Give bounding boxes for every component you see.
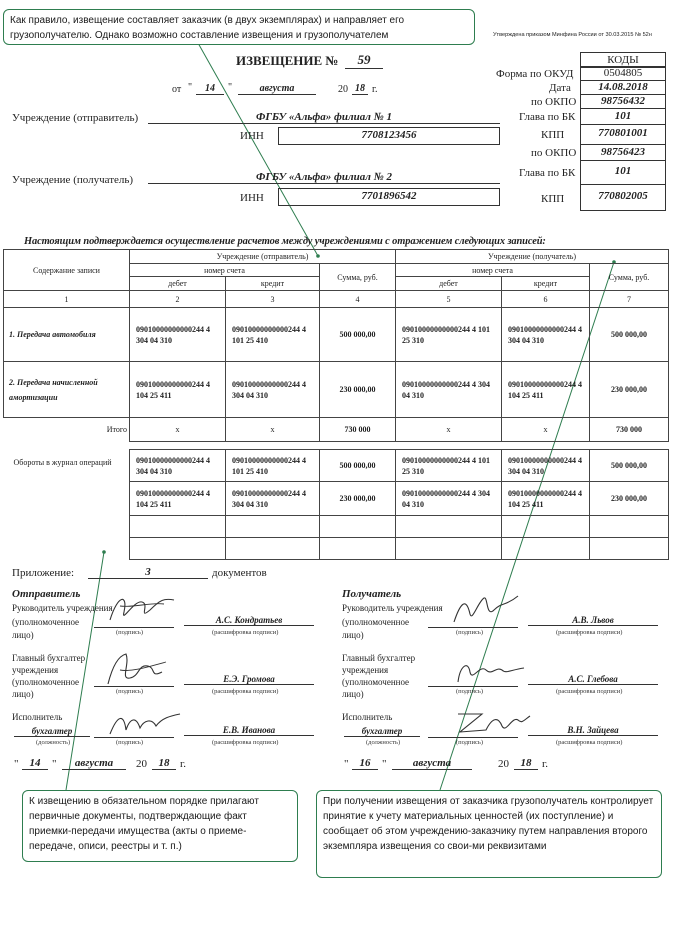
- table-caption: Настоящим подтверждается осуществление расчетов между учреждениями с отражением следующих записей:: [24, 236, 546, 247]
- table-row: [4, 362, 669, 418]
- okud-value: 0504805: [603, 67, 643, 79]
- form-year-unit: г.: [372, 84, 378, 95]
- codes-sep-7: [580, 184, 666, 185]
- sum-cell: 500 000,00: [590, 450, 669, 482]
- h-receiver: Учреждение (получатель): [396, 250, 669, 264]
- r-chief-label-1: Главный бухгалтер: [342, 653, 416, 663]
- r-chief-name: А.С. Глебова: [528, 674, 658, 685]
- position-caption: (должность): [36, 739, 71, 746]
- s-exec-label: Исполнитель: [12, 712, 63, 722]
- decode-caption: (расшифровка подписи): [556, 629, 623, 636]
- form-month: августа: [238, 83, 316, 95]
- col-num: 7: [590, 291, 669, 308]
- sign-caption: (подпись): [456, 688, 483, 695]
- r-head-name: А.В. Львов: [528, 615, 658, 626]
- decode-caption: (расшифровка подписи): [212, 739, 279, 746]
- okpo-label-1: по ОКПО: [531, 96, 577, 108]
- total-label: Итого: [106, 425, 127, 435]
- okud-label: Форма по ОКУД: [496, 68, 574, 80]
- x-cell: x: [226, 418, 320, 442]
- position-caption: (должность): [366, 739, 401, 746]
- sum-cell: 500 000,00: [320, 308, 396, 362]
- journal-row: [4, 450, 669, 482]
- total-receiver: 730 000: [590, 418, 669, 442]
- s-day: 14: [22, 757, 48, 770]
- attachment-unit: документов: [212, 567, 267, 579]
- acct-cell: 09010000000000244 4 304 04 310: [396, 362, 502, 418]
- h-debit-s: дебет: [130, 277, 226, 291]
- col-num: 1: [4, 291, 130, 308]
- total-sender: 730 000: [320, 418, 396, 442]
- s-chief-label-1: Главный бухгалтер: [12, 653, 86, 663]
- s-chief-auth: (уполномоченное: [12, 677, 80, 687]
- acct-cell: 09010000000000244 4 304 04 310: [396, 482, 502, 516]
- s-chief-person: лицо): [12, 689, 34, 699]
- acct-cell: 09010000000000244 4 304 04 310: [502, 308, 590, 362]
- s-head-auth: (уполномоченное: [12, 617, 80, 627]
- s-year-suffix: 18: [152, 757, 176, 770]
- date-from: от: [172, 84, 182, 95]
- codes-sep-4: [580, 124, 666, 125]
- receiver-title: Получатель: [342, 588, 402, 600]
- top-callout: [3, 9, 475, 45]
- sum-cell: 230 000,00: [590, 362, 669, 418]
- total-row: [4, 418, 669, 442]
- h-sender: Учреждение (отправитель): [130, 250, 396, 264]
- sender-label: Учреждение (отправитель): [12, 112, 139, 124]
- r-day: 16: [352, 757, 378, 770]
- journal-empty-row: [4, 516, 669, 538]
- s-chief-label-2: учреждения: [12, 665, 59, 675]
- col-num: 6: [502, 291, 590, 308]
- r-chief-person: лицо): [342, 689, 364, 699]
- attachment-label: Приложение:: [12, 567, 75, 579]
- kpp-value-1: 770801001: [598, 127, 648, 139]
- sender-title: Отправитель: [12, 588, 81, 600]
- r-year-suffix: 18: [514, 757, 538, 770]
- codes-sep-5: [580, 144, 666, 145]
- r-date-quote-1: ": [344, 758, 349, 770]
- h-sum-r: Сумма, руб.: [590, 264, 669, 291]
- col-num: 4: [320, 291, 396, 308]
- bk-label-2: Глава по БК: [519, 167, 576, 179]
- col-num: 2: [130, 291, 226, 308]
- r-chief-label-2: учреждения: [342, 665, 389, 675]
- s-exec-position: бухгалтер: [14, 726, 90, 737]
- sum-cell: 500 000,00: [590, 308, 669, 362]
- bottom-left-callout-text: К извещению в обязательном порядке прилагают первичные документы, подтверждающие факт приемки-передачи имущества (акты о приеме-передаче, описи, реестры и т. п.): [29, 796, 259, 852]
- h-sum-s: Сумма, руб.: [320, 264, 396, 291]
- row-label: 2. Передача начисленной амортизации: [4, 362, 130, 418]
- acct-cell: 09010000000000244 4 101 25 310: [396, 450, 502, 482]
- acct-cell: 09010000000000244 4 104 25 411: [130, 482, 226, 516]
- acct-cell: 09010000000000244 4 304 04 310: [226, 362, 320, 418]
- approval-note: Утверждена приказом Минфина России от 30.03.2015 № 52н: [493, 32, 652, 38]
- receiver-name: ФГБУ «Альфа» филиал № 2: [148, 171, 500, 184]
- bk-value-1: 101: [614, 110, 632, 122]
- r-head-auth: (уполномоченное: [342, 617, 410, 627]
- okpo-value-1: 98756432: [601, 95, 645, 107]
- sign-caption: (подпись): [456, 739, 483, 746]
- s-year-prefix: 20: [136, 758, 147, 770]
- codes-sep-6: [580, 160, 666, 161]
- signature-icon: [452, 656, 528, 688]
- form-title: ИЗВЕЩЕНИЕ №: [236, 53, 339, 68]
- sign-caption: (подпись): [456, 629, 483, 636]
- acct-cell: 09010000000000244 4 101 25 310: [396, 308, 502, 362]
- sender-inn-value: 7708123456: [278, 127, 500, 145]
- decode-caption: (расшифровка подписи): [556, 688, 623, 695]
- acct-cell: 09010000000000244 4 304 04 310: [226, 482, 320, 516]
- acct-cell: 09010000000000244 4 101 25 410: [226, 308, 320, 362]
- sum-cell: 230 000,00: [590, 482, 669, 516]
- sender-name: ФГБУ «Альфа» филиал № 1: [148, 111, 500, 124]
- form-number: 59: [345, 52, 383, 69]
- codes-header: КОДЫ: [580, 52, 666, 68]
- s-head-person: лицо): [12, 630, 34, 640]
- r-exec-name: В.Н. Зайцева: [528, 725, 658, 736]
- acct-cell: 09010000000000244 4 101 25 410: [226, 450, 320, 482]
- form-day: 14: [196, 83, 224, 95]
- bottom-right-callout-text: При получении извещения от заказчика грузополучатель контролирует принятие к учету материальных ценностей (их поступление) и сообщает об этом учреждению-заказчику путем направления второго экземпляра извещения со свои-ми реквизитами: [323, 796, 654, 852]
- h-credit-r: кредит: [502, 277, 590, 291]
- h-content: Содержание записи: [4, 250, 130, 291]
- records-table: [3, 249, 669, 560]
- top-callout-text: Как правило, извещение составляет заказчик (в двух экземплярах) и направляет его грузополучателю. Однако возможно составление извещения и грузополучателем: [10, 15, 405, 41]
- x-cell: x: [502, 418, 590, 442]
- s-chief-name: Е.Э. Громова: [184, 674, 314, 685]
- receiver-inn-label: ИНН: [240, 192, 264, 204]
- signature-icon: [100, 650, 172, 690]
- r-exec-label: Исполнитель: [342, 712, 393, 722]
- kpp-value-2: 770802005: [598, 190, 648, 202]
- s-date-quote-1: ": [14, 758, 19, 770]
- acct-cell: 09010000000000244 4 104 25 411: [130, 362, 226, 418]
- bottom-left-callout: [22, 790, 298, 862]
- form-year-prefix: 20: [338, 84, 348, 95]
- s-head-label: Руководитель учреждения: [12, 603, 113, 613]
- s-head-name: А.С. Кондратьев: [184, 615, 314, 626]
- sum-cell: 230 000,00: [320, 362, 396, 418]
- h-account-r: номер счета: [396, 264, 590, 277]
- sum-cell: 230 000,00: [320, 482, 396, 516]
- sender-inn-label: ИНН: [240, 130, 264, 142]
- form-year-suffix: 18: [352, 83, 368, 95]
- acct-cell: 09010000000000244 4 104 25 411: [502, 482, 590, 516]
- date-quote-1: ": [188, 82, 193, 93]
- s-date-quote-2: ": [52, 758, 57, 770]
- receiver-inn-value: 7701896542: [278, 188, 500, 206]
- okpo-label-2: по ОКПО: [531, 147, 577, 159]
- s-year-unit: г.: [180, 758, 187, 770]
- acct-cell: 09010000000000244 4 304 04 310: [130, 308, 226, 362]
- r-chief-auth: (уполномоченное: [342, 677, 410, 687]
- signature-icon: [104, 590, 180, 630]
- bk-label-1: Глава по БК: [519, 111, 576, 123]
- r-year-prefix: 20: [498, 758, 509, 770]
- signature-icon: [104, 708, 184, 740]
- sign-caption: (подпись): [116, 739, 143, 746]
- date-code-label: Дата: [549, 82, 571, 94]
- row-label: 1. Передача автомобиля: [4, 308, 130, 362]
- x-cell: x: [130, 418, 226, 442]
- r-head-person: лицо): [342, 630, 364, 640]
- acct-cell: 09010000000000244 4 304 04 310: [130, 450, 226, 482]
- r-exec-position: бухгалтер: [344, 726, 420, 737]
- okpo-value-2: 98756423: [601, 146, 645, 158]
- s-exec-name: Е.В. Иванова: [184, 725, 314, 736]
- signature-icon: [452, 706, 532, 740]
- kpp-label-1: КПП: [541, 129, 565, 141]
- h-credit-s: кредит: [226, 277, 320, 291]
- date-code-value: 14.08.2018: [598, 81, 648, 93]
- date-quote-2: ": [228, 82, 233, 93]
- acct-cell: 09010000000000244 4 304 04 310: [502, 450, 590, 482]
- kpp-label-2: КПП: [541, 193, 565, 205]
- r-date-quote-2: ": [382, 758, 387, 770]
- codes-sep-3: [580, 108, 666, 109]
- col-num: 5: [396, 291, 502, 308]
- journal-label: Обороты в журнал операций: [13, 457, 112, 467]
- decode-caption: (расшифровка подписи): [212, 688, 279, 695]
- sign-caption: (подпись): [116, 688, 143, 695]
- sum-cell: 500 000,00: [320, 450, 396, 482]
- attachment-count: 3: [88, 566, 208, 579]
- s-month: августа: [62, 757, 126, 770]
- h-debit-r: дебет: [396, 277, 502, 291]
- sign-caption: (подпись): [116, 629, 143, 636]
- decode-caption: (расшифровка подписи): [556, 739, 623, 746]
- r-head-label: Руководитель учреждения: [342, 603, 443, 613]
- receiver-label: Учреждение (получатель): [12, 174, 134, 186]
- acct-cell: 09010000000000244 4 104 25 411: [502, 362, 590, 418]
- r-month: августа: [392, 757, 472, 770]
- r-year-unit: г.: [542, 758, 549, 770]
- table-row: [4, 308, 669, 362]
- bottom-right-callout: [316, 790, 662, 878]
- journal-empty-row: [4, 538, 669, 560]
- decode-caption: (расшифровка подписи): [212, 629, 279, 636]
- col-num: 3: [226, 291, 320, 308]
- h-account-s: номер счета: [130, 264, 320, 277]
- bk-value-2: 101: [614, 165, 632, 177]
- signature-icon: [448, 590, 522, 628]
- x-cell: x: [396, 418, 502, 442]
